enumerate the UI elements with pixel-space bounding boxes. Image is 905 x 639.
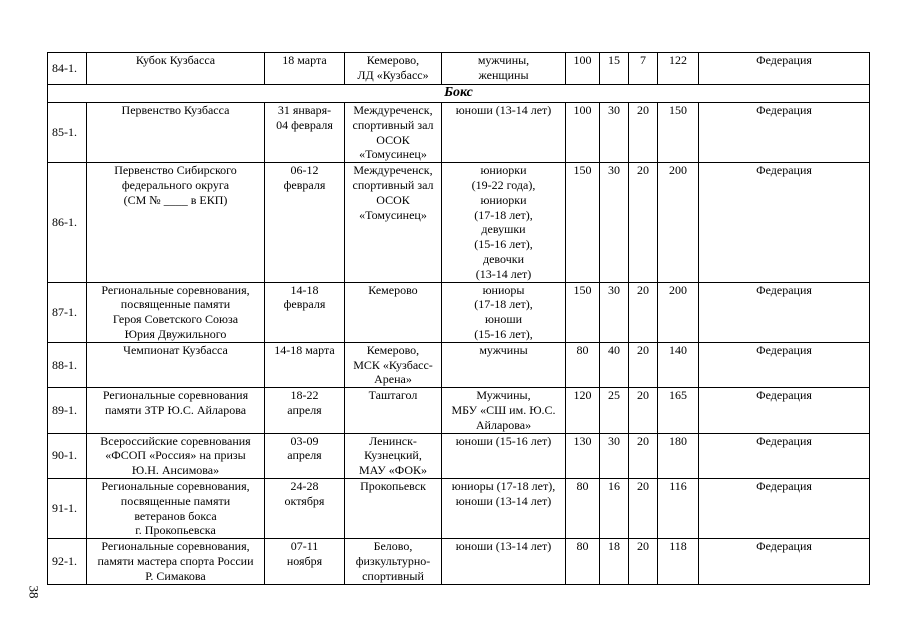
count-total: 140 — [658, 342, 699, 387]
page-number: 38 — [26, 585, 42, 599]
count-total: 122 — [658, 53, 699, 85]
row-number: 90-1. — [48, 433, 87, 478]
event-date: 06-12 февраля — [265, 163, 345, 282]
event-organizer: Федерация — [699, 282, 870, 342]
count-2: 30 — [600, 433, 629, 478]
row-number: 91-1. — [48, 478, 87, 538]
count-2: 30 — [600, 103, 629, 163]
table-row — [48, 478, 870, 538]
event-organizer: Федерация — [699, 478, 870, 538]
event-place: Ленинск- Кузнецкий, МАУ «ФОК» — [345, 433, 442, 478]
count-2: 18 — [600, 539, 629, 584]
count-1: 80 — [566, 539, 600, 584]
event-organizer: Федерация — [699, 342, 870, 387]
table-row — [48, 103, 870, 163]
event-date: 24-28 октября — [265, 478, 345, 538]
count-1: 80 — [566, 478, 600, 538]
count-2: 16 — [600, 478, 629, 538]
count-1: 150 — [566, 163, 600, 282]
row-number: 87-1. — [48, 282, 87, 342]
events-table — [47, 52, 870, 585]
row-number: 85-1. — [48, 103, 87, 163]
count-3: 20 — [629, 539, 658, 584]
row-number: 88-1. — [48, 342, 87, 387]
event-name: Чемпионат Кузбасса — [87, 342, 265, 387]
event-organizer: Федерация — [699, 163, 870, 282]
event-participants: юноши (15-16 лет) — [442, 433, 566, 478]
event-date: 07-11 ноября — [265, 539, 345, 584]
count-2: 30 — [600, 282, 629, 342]
event-place: Кемерово, МСК «Кузбасс- Арена» — [345, 342, 442, 387]
event-name: Региональные соревнования, посвященные памяти ветеранов бокса г. Прокопьевска — [87, 478, 265, 538]
count-1: 100 — [566, 103, 600, 163]
count-1: 120 — [566, 388, 600, 433]
table-row — [48, 342, 870, 387]
event-organizer: Федерация — [699, 539, 870, 584]
event-participants: юниорки (19-22 года), юниорки (17-18 лет), девушки (15-16 лет), девочки (13-14 лет) — [442, 163, 566, 282]
row-number: 89-1. — [48, 388, 87, 433]
event-name: Всероссийские соревнования «ФСОП «Россия» на призы Ю.Н. Ансимова» — [87, 433, 265, 478]
event-date: 14-18 марта — [265, 342, 345, 387]
event-place: Прокопьевск — [345, 478, 442, 538]
count-3: 20 — [629, 342, 658, 387]
count-total: 200 — [658, 163, 699, 282]
count-total: 116 — [658, 478, 699, 538]
count-2: 30 — [600, 163, 629, 282]
event-place: Кемерово — [345, 282, 442, 342]
event-participants: Мужчины, МБУ «СШ им. Ю.С. Айларова» — [442, 388, 566, 433]
event-organizer: Федерация — [699, 388, 870, 433]
event-participants: мужчины — [442, 342, 566, 387]
table-row — [48, 53, 870, 85]
table-body — [48, 53, 870, 585]
count-3: 20 — [629, 433, 658, 478]
event-name: Кубок Кузбасса — [87, 53, 265, 85]
event-date: 14-18 февраля — [265, 282, 345, 342]
event-place: Междуреченск, спортивный зал ОСОК «Томусинец» — [345, 103, 442, 163]
row-number: 86-1. — [48, 163, 87, 282]
count-1: 150 — [566, 282, 600, 342]
count-total: 180 — [658, 433, 699, 478]
table-row — [48, 282, 870, 342]
event-organizer: Федерация — [699, 103, 870, 163]
count-3: 20 — [629, 282, 658, 342]
row-number: 84-1. — [48, 53, 87, 85]
count-3: 20 — [629, 388, 658, 433]
event-organizer: Федерация — [699, 53, 870, 85]
event-name: Первенство Сибирского федерального округа (СМ № ____ в ЕКП) — [87, 163, 265, 282]
event-participants: юниоры (17-18 лет), юноши (15-16 лет), — [442, 282, 566, 342]
event-organizer: Федерация — [699, 433, 870, 478]
count-1: 100 — [566, 53, 600, 85]
count-total: 150 — [658, 103, 699, 163]
count-3: 20 — [629, 478, 658, 538]
event-name: Первенство Кузбасса — [87, 103, 265, 163]
event-name: Региональные соревнования, посвященные памяти Героя Советского Союза Юрия Двужильного — [87, 282, 265, 342]
table-row — [48, 388, 870, 433]
row-number: 92-1. — [48, 539, 87, 584]
event-name: Региональные соревнования, памяти мастера спорта России Р. Симакова — [87, 539, 265, 584]
event-date: 31 января- 04 февраля — [265, 103, 345, 163]
section-row — [48, 85, 870, 103]
section-title: Бокс — [48, 85, 870, 103]
count-1: 80 — [566, 342, 600, 387]
event-place: Кемерово, ЛД «Кузбасс» — [345, 53, 442, 85]
table-row — [48, 539, 870, 584]
count-2: 15 — [600, 53, 629, 85]
count-total: 200 — [658, 282, 699, 342]
event-date: 18 марта — [265, 53, 345, 85]
event-place: Междуреченск, спортивный зал ОСОК «Томусинец» — [345, 163, 442, 282]
event-participants: юноши (13-14 лет) — [442, 539, 566, 584]
table-row — [48, 433, 870, 478]
event-date: 18-22 апреля — [265, 388, 345, 433]
count-total: 118 — [658, 539, 699, 584]
event-place: Белово, физкультурно- спортивный — [345, 539, 442, 584]
count-3: 7 — [629, 53, 658, 85]
count-total: 165 — [658, 388, 699, 433]
event-place: Таштагол — [345, 388, 442, 433]
event-date: 03-09 апреля — [265, 433, 345, 478]
event-participants: мужчины, женщины — [442, 53, 566, 85]
event-name: Региональные соревнования памяти ЗТР Ю.С. Айларова — [87, 388, 265, 433]
table-row — [48, 163, 870, 282]
event-participants: юниоры (17-18 лет), юноши (13-14 лет) — [442, 478, 566, 538]
event-participants: юноши (13-14 лет) — [442, 103, 566, 163]
count-1: 130 — [566, 433, 600, 478]
count-2: 25 — [600, 388, 629, 433]
count-2: 40 — [600, 342, 629, 387]
count-3: 20 — [629, 163, 658, 282]
count-3: 20 — [629, 103, 658, 163]
